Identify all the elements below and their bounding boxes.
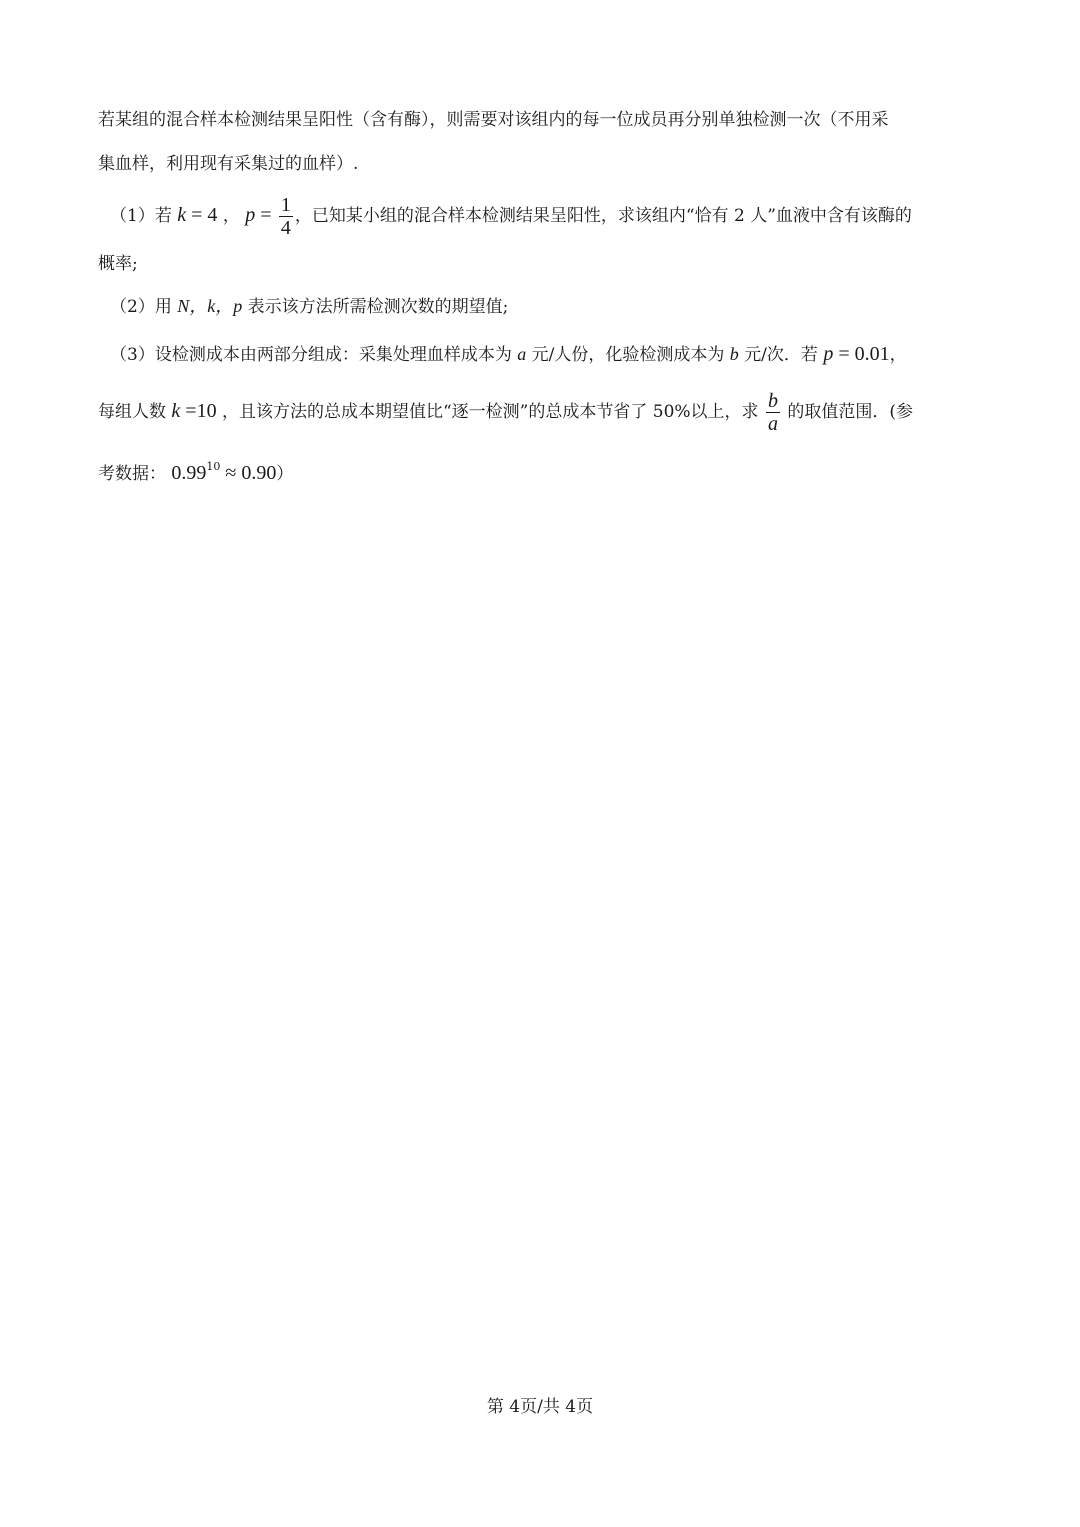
q3-l2-pre: 每组人数 [98, 402, 166, 422]
q1-fraction-denominator: 4 [280, 217, 291, 239]
q3-k-value: =10 [180, 400, 217, 422]
q2-text: 表示该方法所需检测次数的期望值; [247, 297, 509, 317]
page-number: 第 4页/共 4页 [486, 1397, 594, 1417]
q3-a-variable: a [517, 344, 527, 364]
q1-p-variable: p [245, 204, 256, 226]
q3-l2-mid: ，且该方法的总成本期望值比“逐一检测”的总成本节省了 50%以上，求 [221, 402, 759, 422]
question-3-line-1 [110, 342, 907, 367]
q2-variables: N，k，p [177, 296, 243, 316]
q3-fraction-numerator: b [767, 390, 778, 412]
q3-ref-rest: ≈ 0.90 [220, 462, 277, 484]
q3-p-variable: p [823, 343, 834, 365]
q3-comma: ， [889, 345, 907, 365]
q3-p-value: = 0.01 [833, 343, 890, 365]
question-3-line-3 [98, 455, 293, 486]
q3-label: （3）设检测成本由两部分组成：采集处理血样成本为 [110, 345, 512, 365]
paragraph-text-2: 集血样，利用现有采集过的血样）. [98, 154, 359, 174]
q3-ref-base: 0.99 [171, 462, 207, 484]
q1-separator: ， [222, 206, 240, 226]
page-footer [0, 1392, 1080, 1417]
q3-l2-end: 的取值范围．(参 [787, 402, 914, 422]
question-2-line [110, 294, 508, 319]
q1-fraction-numerator: 1 [280, 194, 291, 216]
q1-p-fraction [279, 194, 293, 239]
q3-mid-1: 元/人份，化验检测成本为 [531, 345, 725, 365]
q3-fraction-denominator: a [767, 413, 778, 435]
paragraph-line-2 [98, 152, 358, 176]
q2-label: （2）用 [110, 297, 172, 317]
question-3-line-2 [98, 387, 913, 436]
paragraph-line-1 [98, 108, 889, 132]
q3-ref-close: ） [276, 464, 294, 484]
paragraph-text-1: 若某组的混合样本检测结果呈阳性（含有酶），则需要对该组内的每一位成员再分别单独检测一次（不用采 [98, 110, 889, 130]
q1-k-value: = 4 [186, 204, 218, 226]
q3-l3-pre: 考数据： [98, 464, 166, 484]
q1-label: （1）若 [110, 206, 172, 226]
question-1-line [110, 193, 912, 239]
q3-b-variable: b [729, 344, 739, 364]
q1-p-equals: = [255, 204, 272, 226]
q1-cont-text: 概率; [98, 254, 138, 274]
q3-mid-2: 元/次．若 [744, 345, 818, 365]
q3-k-variable: k [171, 400, 181, 422]
question-1-continuation [98, 252, 138, 276]
q3-ratio-fraction [766, 390, 780, 435]
q1-k-variable: k [177, 204, 187, 226]
q3-ref-exponent: 10 [206, 460, 221, 473]
q1-text: ，已知某小组的混合样本检测结果呈阳性，求该组内“恰有 2 人”血液中含有该酶的 [294, 206, 912, 226]
